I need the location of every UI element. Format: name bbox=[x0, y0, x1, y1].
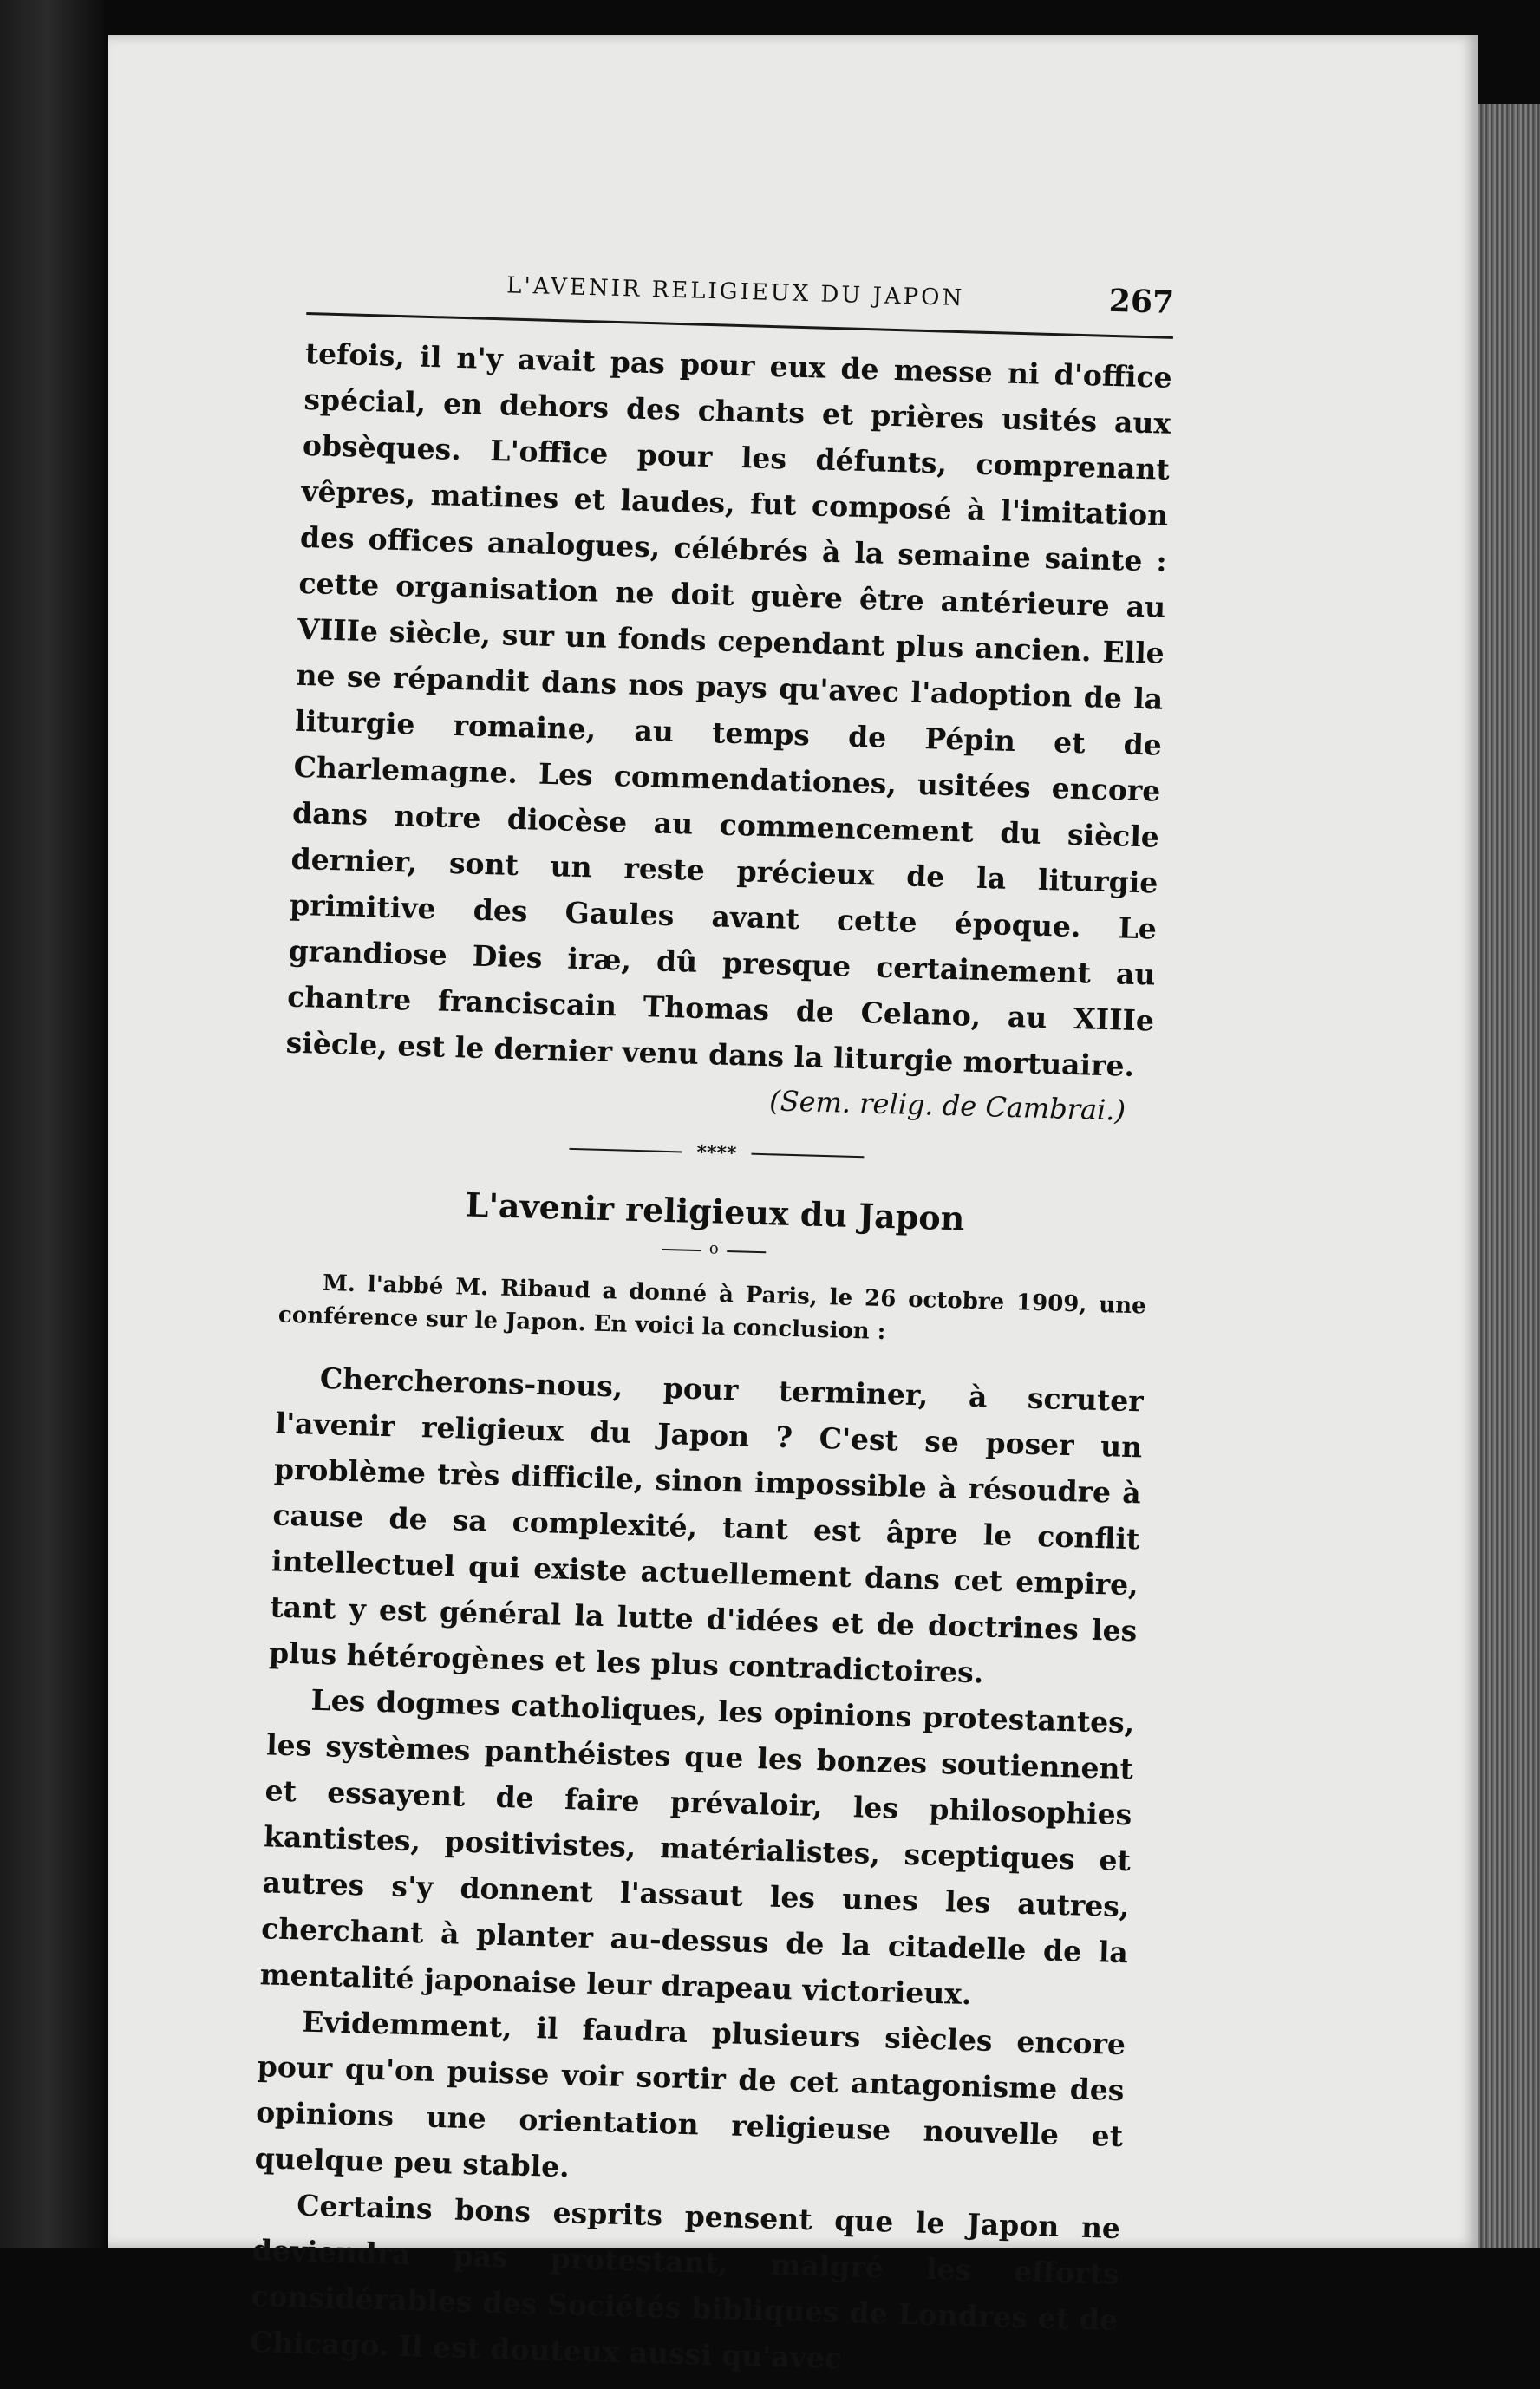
article-title: L'avenir religieux du Japon bbox=[465, 1185, 966, 1238]
source-citation: (Sem. relig. de Cambrai.) bbox=[768, 1084, 1126, 1127]
article-paragraph: Certains bons esprits pensent que le Japon ne deviendra pas protestant, malgré les efforts considérables des Sociétés bibliques de Londres et de Chicago. Il est douteux aussi qu'avec bbox=[249, 2188, 1121, 2376]
article-paragraph: Evidemment, il faudra plusieurs siècles encore pour qu'on puisse voir sortir de cet antagonisme des opinions une orientation religieuse nouvelle et quelque peu stable. bbox=[254, 2004, 1126, 2184]
continuation-paragraph: tefois, il n'y avait pas pour eux de messe ni d'office spécial, en dehors des chants et prières usités aux obsèques. L'office pour les défunts, comprenant vêpres, matines et laudes, fut composé à l'imitation des offices analogues, célébrés à la semaine sainte : cette organisation ne doit guère être antérieure au VIIIe siècle, sur un fonds cependant plus ancien. Elle ne se répandit dans nos pays qu'avec l'adoption de la liturgie romaine, au temps de Pépin et de Charlemagne. Les commendationes, usitées encore dans notre diocèse au commencement du siècle dernier, sont un reste précieux de la liturgie primitive des Gaules avant cette époque. Le grandiose Dies iræ, dû presque certainement au chantre franciscain Thomas de Celano, au XIIIe siècle, est le dernier venu dans la liturgie mortuaire. bbox=[285, 336, 1173, 1083]
article-paragraph: Chercherons-nous, pour terminer, à scruter l'avenir religieux du Japon ? C'est se poser un problème très difficile, sinon impossible à résoudre à cause de sa complexité, tant est âpre le conflit intellectuel qui existe actuellement dans cet empire, tant y est général la lutte d'idées et de doctrines les plus hétérogènes et les plus contradictoires. bbox=[268, 1361, 1145, 1690]
title-rule-right bbox=[727, 1250, 766, 1253]
page-edges bbox=[1478, 104, 1540, 2248]
title-separator bbox=[662, 1238, 767, 1263]
book-page bbox=[249, 260, 1174, 2389]
book-spine bbox=[0, 0, 104, 2248]
separator-rule-left bbox=[569, 1148, 682, 1153]
title-separator-mark: o bbox=[708, 1239, 720, 1258]
running-title: L'AVENIR RELIGIEUX DU JAPON bbox=[506, 272, 965, 312]
section-separator bbox=[569, 1136, 865, 1170]
separator-rule-right bbox=[751, 1153, 864, 1159]
article-paragraph: Les dogmes catholiques, les opinions protestantes, les systèmes panthéistes que les bonzes soutiennent et essayent de faire prévaloir, les philosophies kantistes, positivistes, matérialistes, sceptiques et autres s'y donnent l'assaut les unes les autres, cherchant à planter au-dessus de la citadelle de la mentalité japonaise leur drapeau victorieux. bbox=[259, 1682, 1135, 2012]
separator-stars: **** bbox=[696, 1140, 737, 1165]
article-intro: M. l'abbé M. Ribaud a donné à Paris, le 26 octobre 1909, une conférence sur le Japon. En voici la conclusion : bbox=[277, 1270, 1147, 1346]
title-rule-left bbox=[662, 1249, 701, 1251]
page-number: 267 bbox=[1108, 282, 1175, 321]
